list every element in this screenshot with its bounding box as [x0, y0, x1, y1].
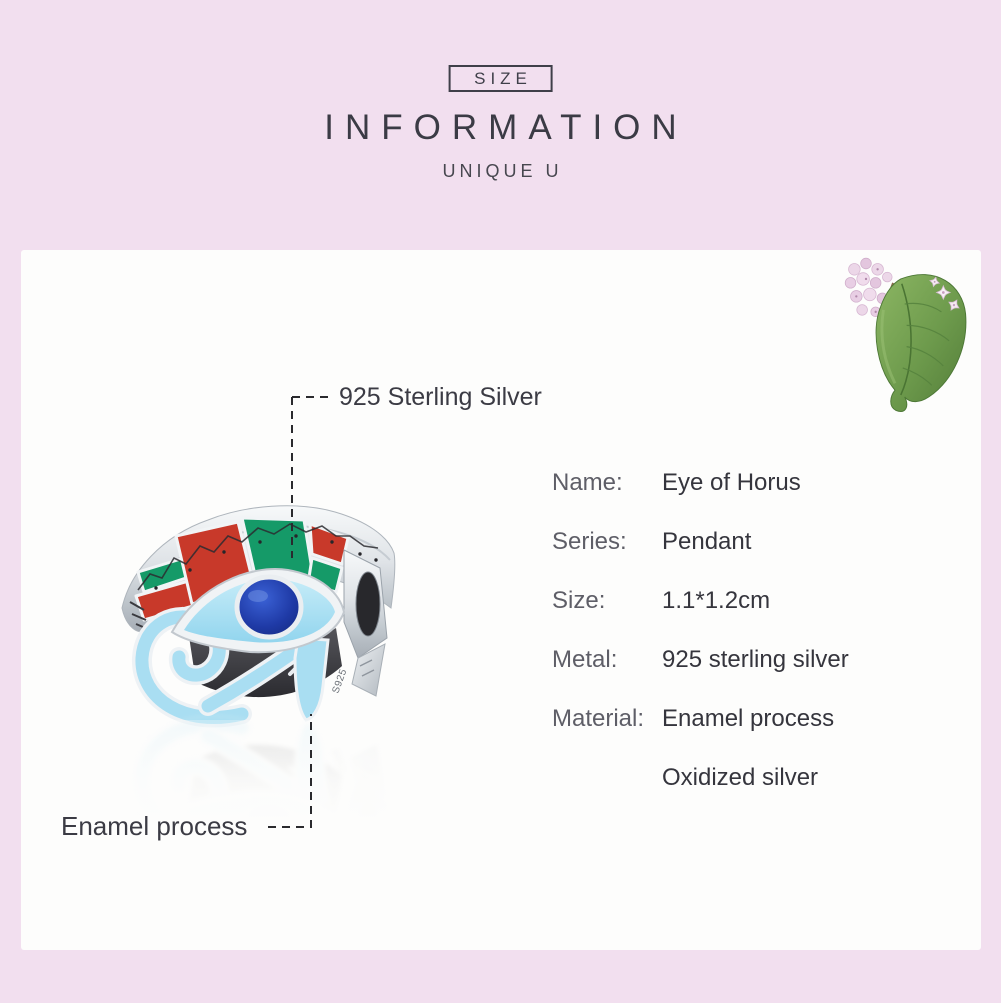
page-title: INFORMATION [324, 108, 688, 147]
spec-label: Metal: [552, 646, 618, 673]
spec-row-size [552, 587, 849, 614]
eye-of-horus-charm-image [92, 490, 432, 820]
brand-subtitle: UNIQUE U [442, 161, 563, 181]
spec-row-metal [552, 646, 849, 673]
callout-sterling-silver: 925 Sterling Silver [339, 383, 542, 411]
spec-value: Pendant [662, 528, 752, 555]
spec-label: Series: [552, 528, 627, 555]
product-card [21, 250, 981, 950]
spec-label: Material: [552, 705, 645, 732]
spec-list [552, 469, 849, 823]
spec-row-name [552, 469, 849, 496]
spec-value: Eye of Horus [662, 469, 801, 496]
spec-row-series [552, 528, 849, 555]
spec-value: 1.1*1.2cm [662, 587, 771, 614]
spec-label [552, 764, 662, 791]
spec-value: Oxidized silver [662, 764, 819, 791]
spec-value: 925 sterling silver [662, 646, 849, 673]
spec-label: Size: [552, 587, 606, 614]
spec-value: Enamel process [662, 705, 835, 732]
spec-row-material [552, 705, 849, 732]
spec-row-material-2 [552, 764, 849, 791]
size-badge: SIZE [448, 65, 553, 92]
spec-label: Name: [552, 469, 623, 496]
silver-stamp: S925 [330, 667, 350, 696]
callout-enamel-process: Enamel process [61, 811, 248, 841]
leaf-flower-illustration [837, 252, 981, 420]
